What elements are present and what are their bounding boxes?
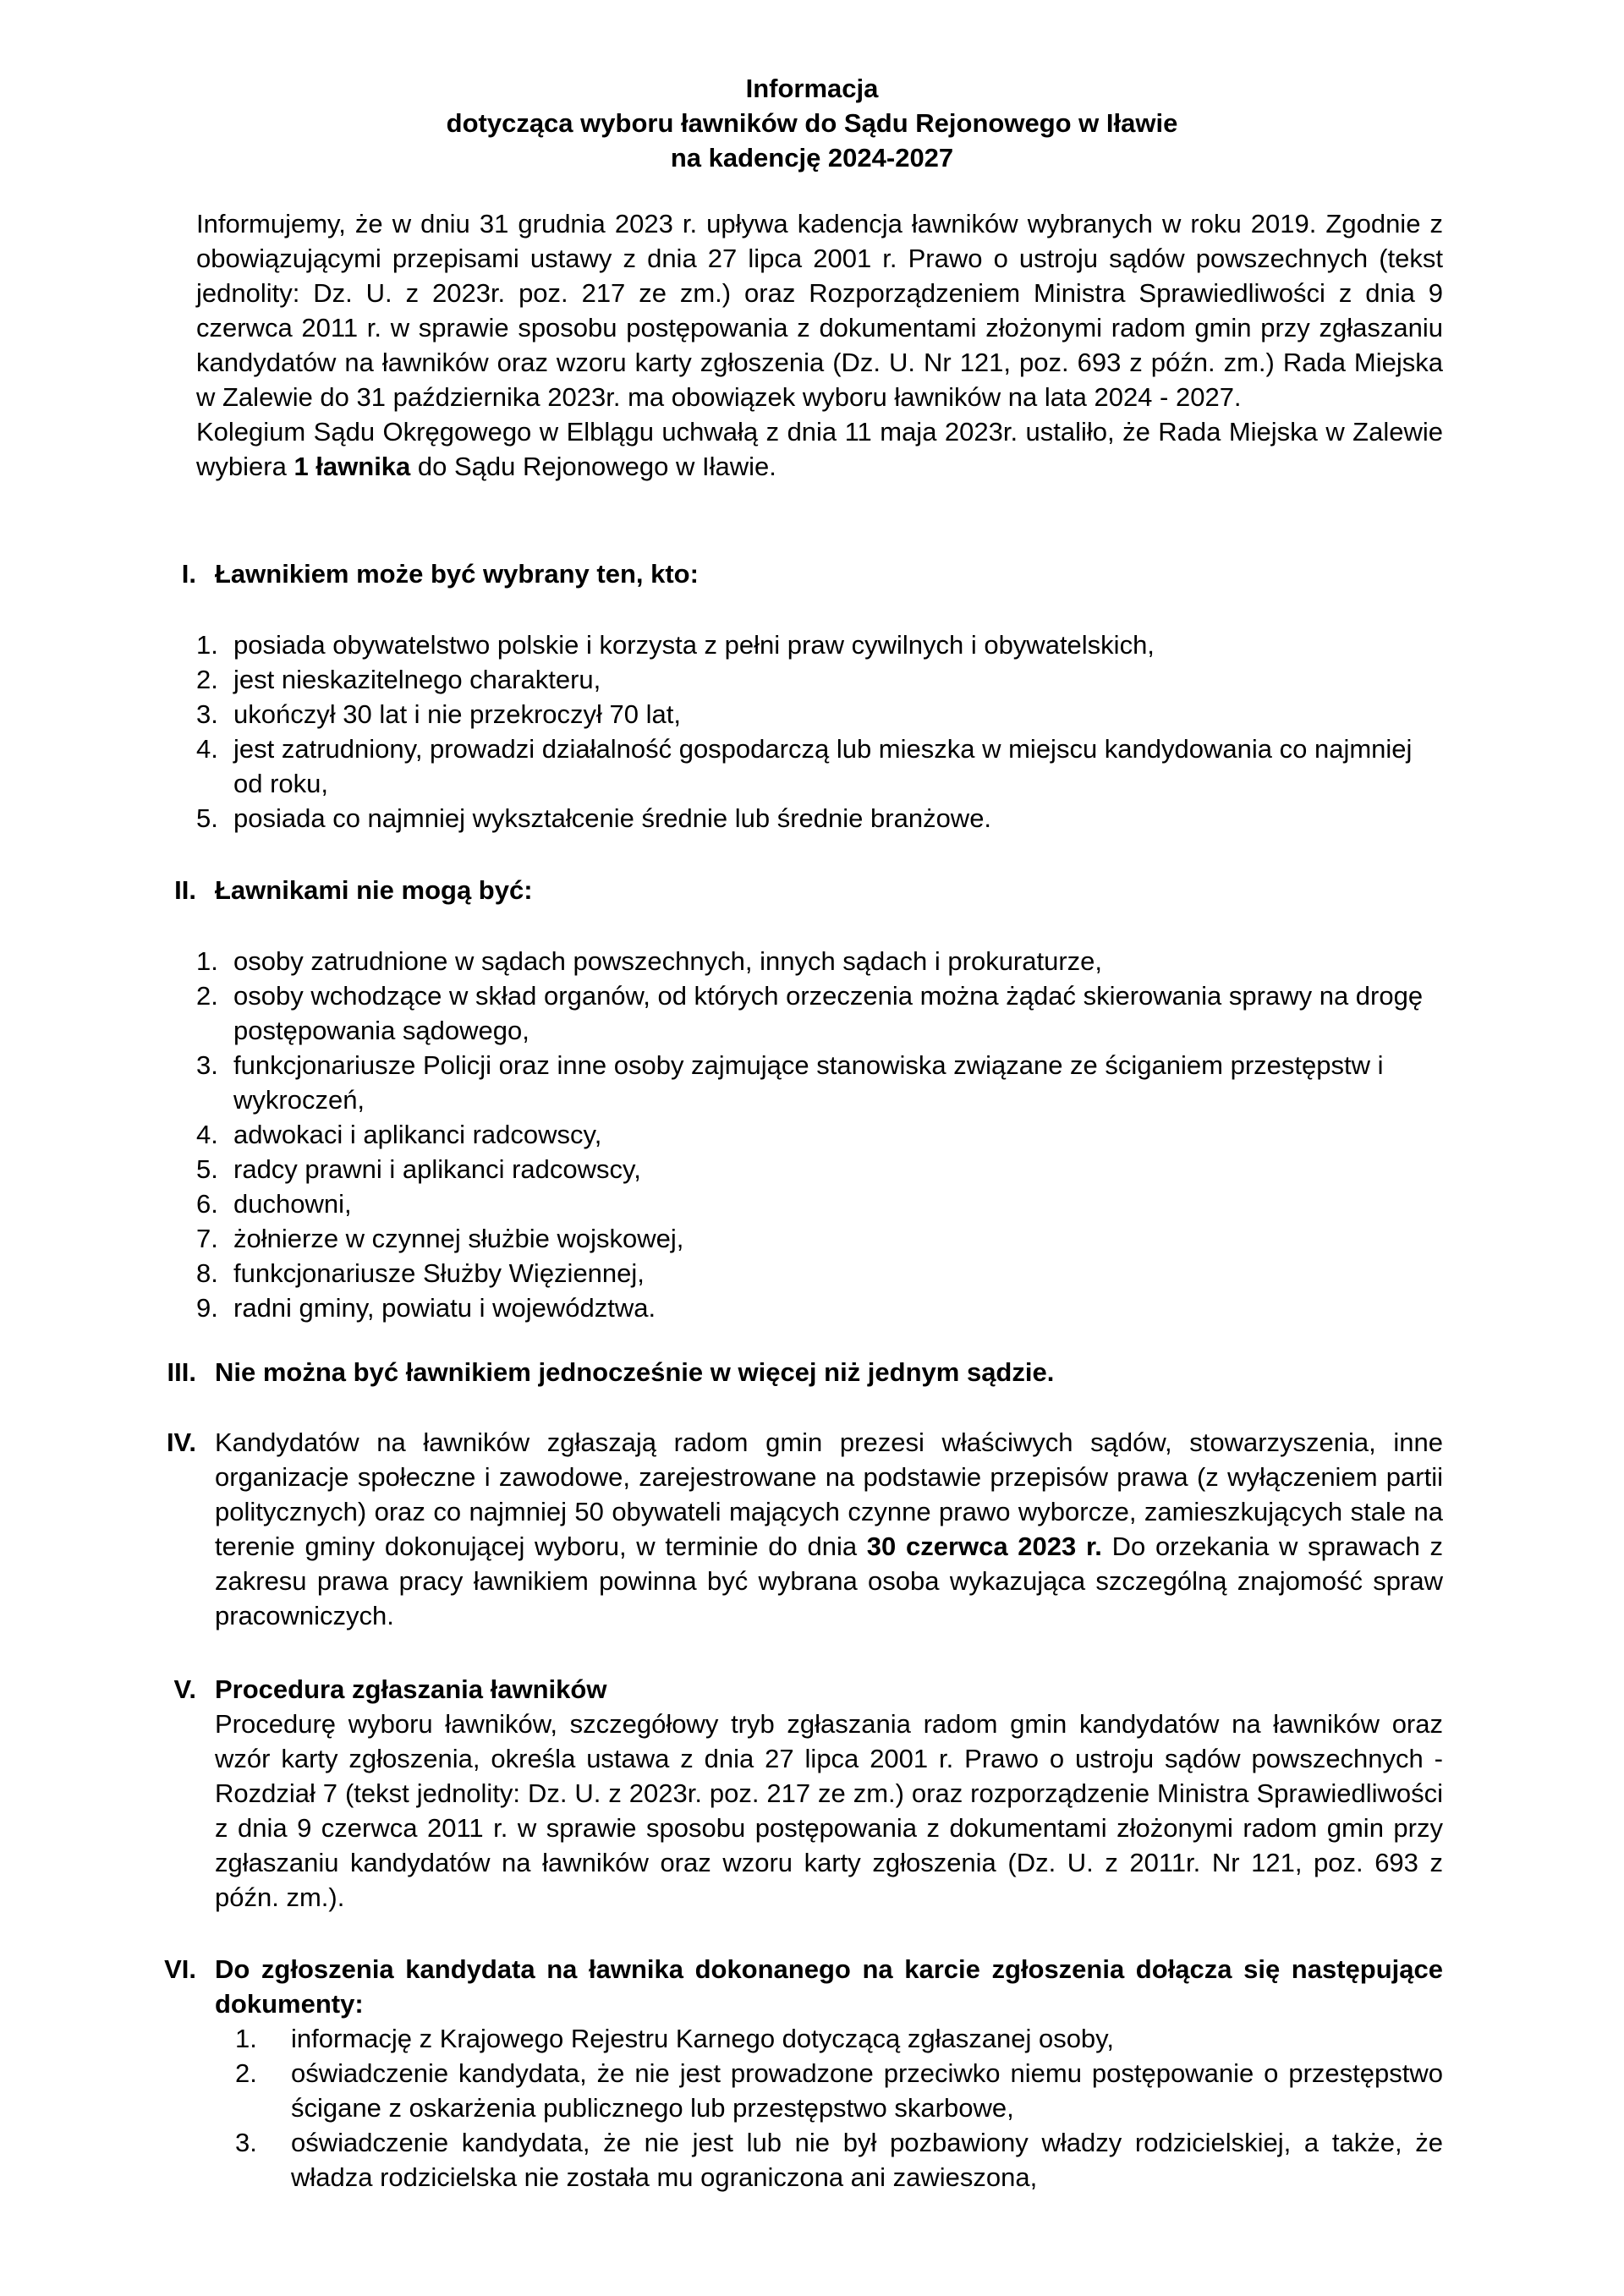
list-item-text: oświadczenie kandydata, że nie jest prowadzone przeciwko niemu postępowanie o przestępstwo ścigane z oskarżenia publicznego lub przestępstwo skarbowe, bbox=[291, 2058, 1443, 2123]
list-item-text: posiada obywatelstwo polskie i korzysta z pełni praw cywilnych i obywatelskich, bbox=[233, 630, 1155, 660]
list-item-number: 2. bbox=[196, 665, 218, 694]
section-2-list bbox=[196, 944, 1443, 1325]
list-item-number: 5. bbox=[196, 1154, 218, 1184]
intro-block bbox=[196, 206, 1443, 484]
list-item-number: 5. bbox=[196, 803, 218, 833]
list-item-text: ukończył 30 lat i nie przekroczył 70 lat, bbox=[233, 699, 681, 729]
list-item bbox=[196, 944, 1443, 978]
intro-p2-start: Kolegium Sądu Okręgowego w Elblągu uchwałą z dnia 11 maja 2023r. ustaliło, że Rada Miejska w Zalewie wybiera bbox=[196, 417, 1443, 481]
list-item-number: 3. bbox=[196, 699, 218, 729]
list-item bbox=[196, 697, 1443, 732]
list-item bbox=[196, 1290, 1443, 1325]
section-4-text-end: Do orzekania w sprawach z zakresu prawa pracy ławnikiem powinna być wybrana osoba wykazująca szczególną znajomość spraw pracowniczych. bbox=[215, 1532, 1443, 1630]
list-item bbox=[196, 978, 1443, 1048]
section-4-roman: IV. bbox=[166, 1427, 196, 1457]
section-5-text: Procedurę wyboru ławników, szczegółowy tryb zgłaszania radom gmin kandydatów na ławników oraz wzór karty zgłoszenia, określa ustawa z dnia 27 lipca 2001 r. Prawo o ustroju sądów powszechnych - Rozdział 7 (tekst jednolity: Dz. U. z 2023r. poz. 217 ze zm.) oraz rozporządzenie Ministra Sprawiedliwości z dnia 9 czerwca 2011 r. w sprawie sposobu postępowania z dokumentami złożonymi radom gmin przy zgłaszaniu kandydatów na ławników oraz wzoru karty zgłoszenia (Dz. U. z 2011r. Nr 121, poz. 693 z późn. zm.). bbox=[215, 1709, 1443, 1912]
section-4-deadline: 30 czerwca 2023 r. bbox=[866, 1532, 1102, 1561]
section-6-roman: VI. bbox=[164, 1954, 196, 1984]
section-1-roman: I. bbox=[181, 559, 196, 589]
list-item-text: osoby wchodzące w skład organów, od których orzeczenia można żądać skierowania sprawy na drogę postępowania sądowego, bbox=[233, 981, 1424, 1045]
title-line-3: na kadencję 2024-2027 bbox=[670, 143, 954, 173]
list-item bbox=[215, 2125, 1443, 2195]
list-item bbox=[196, 627, 1443, 662]
section-4-text-start: Kandydatów na ławników zgłaszają radom gmin prezesi właściwych sądów, stowarzyszenia, inne organizacje społeczne i zawodowe, zarejestrowane na podstawie przepisów prawa (z wyłączeniem partii politycznych) oraz co najmniej 50 obywateli mających czynne prawo wyborcze, zamieszkujących stale na terenie gminy dokonującej wyboru, w terminie do dnia bbox=[215, 1427, 1443, 1561]
section-1-list bbox=[196, 627, 1443, 836]
list-item-text: duchowni, bbox=[233, 1189, 352, 1219]
intro-paragraph-2 bbox=[196, 414, 1443, 484]
section-5-roman: V. bbox=[173, 1674, 196, 1704]
list-item-number: 1. bbox=[196, 630, 218, 660]
section-2-roman: II. bbox=[174, 875, 196, 905]
document-title bbox=[0, 71, 1624, 175]
list-item-text: funkcjonariusze Służby Więziennej, bbox=[233, 1258, 645, 1288]
list-item bbox=[196, 1186, 1443, 1221]
list-item-number: 3. bbox=[235, 2128, 257, 2157]
section-6-title: Do zgłoszenia kandydata na ławnika dokonanego na karcie zgłoszenia dołącza się następujące dokumenty: bbox=[215, 1954, 1443, 2019]
list-item-text: funkcjonariusze Policji oraz inne osoby zajmujące stanowiska związane ze ściganiem przestępstw i wykroczeń, bbox=[233, 1050, 1384, 1115]
list-item-number: 6. bbox=[196, 1189, 218, 1219]
list-item-text: adwokaci i aplikanci radcowscy, bbox=[233, 1120, 602, 1149]
list-item bbox=[196, 1117, 1443, 1152]
section-5-body bbox=[215, 1672, 1443, 1915]
list-item bbox=[215, 2056, 1443, 2125]
section-1-title: Ławnikiem może być wybrany ten, kto: bbox=[215, 559, 699, 589]
list-item bbox=[196, 732, 1443, 801]
intro-paragraph-1: Informujemy, że w dniu 31 grudnia 2023 r. upływa kadencja ławników wybranych w roku 2019. Zgodnie z obowiązującymi przepisami ustawy z dnia 27 lipca 2001 r. Prawo o ustroju sądów powszechnych (tekst jednolity: Dz. U. z 2023r. poz. 217 ze zm.) oraz Rozporządzeniem Ministra Sprawiedliwości z dnia 9 czerwca 2011 r. w sprawie sposobu postępowania z dokumentami złożonymi radom gmin przy zgłaszaniu kandydatów na ławników oraz wzoru karty zgłoszenia (Dz. U. Nr 121, poz. 693 z późn. zm.) Rada Miejska w Zalewie do 31 października 2023r. ma obowiązek wyboru ławników na lata 2024 - 2027. bbox=[196, 209, 1443, 412]
section-2-title: Ławnikami nie mogą być: bbox=[215, 875, 533, 905]
list-item bbox=[196, 1048, 1443, 1117]
list-item-number: 3. bbox=[196, 1050, 218, 1080]
list-item-text: osoby zatrudnione w sądach powszechnych, innych sądach i prokuraturze, bbox=[233, 946, 1103, 976]
section-3-title: Nie można być ławnikiem jednocześnie w więcej niż jednym sądzie. bbox=[215, 1357, 1055, 1387]
section-4-text bbox=[215, 1425, 1443, 1633]
list-item-text: jest nieskazitelnego charakteru, bbox=[233, 665, 601, 694]
title-line-1: Informacja bbox=[745, 74, 879, 103]
section-3-roman: III. bbox=[167, 1357, 196, 1387]
list-item-text: posiada co najmniej wykształcenie średnie lub średnie branżowe. bbox=[233, 803, 992, 833]
list-item-number: 2. bbox=[235, 2058, 257, 2088]
list-item bbox=[196, 1152, 1443, 1186]
list-item-number: 1. bbox=[235, 2024, 257, 2053]
list-item-text: oświadczenie kandydata, że nie jest lub nie był pozbawiony władzy rodzicielskiej, a także, że władza rodzicielska nie została mu ograniczona ani zawieszona, bbox=[291, 2128, 1443, 2192]
section-5-title: Procedura zgłaszania ławników bbox=[215, 1674, 607, 1704]
list-item bbox=[196, 1256, 1443, 1290]
list-item-text: żołnierze w czynnej służbie wojskowej, bbox=[233, 1224, 684, 1253]
list-item-number: 9. bbox=[196, 1293, 218, 1323]
intro-p2-end: do Sądu Rejonowego w Iławie. bbox=[410, 452, 776, 481]
list-item-number: 8. bbox=[196, 1258, 218, 1288]
list-item-text: radcy prawni i aplikanci radcowscy, bbox=[233, 1154, 641, 1184]
list-item-text: jest zatrudniony, prowadzi działalność gospodarczą lub mieszka w miejscu kandydowania co najmniej od roku, bbox=[233, 734, 1413, 798]
list-item bbox=[196, 662, 1443, 697]
list-item-number: 2. bbox=[196, 981, 218, 1011]
list-item bbox=[196, 1221, 1443, 1256]
list-item-number: 7. bbox=[196, 1224, 218, 1253]
title-line-2: dotycząca wyboru ławników do Sądu Rejonowego w Iławie bbox=[446, 108, 1178, 138]
list-item-number: 4. bbox=[196, 1120, 218, 1149]
list-item-number: 1. bbox=[196, 946, 218, 976]
list-item-number: 4. bbox=[196, 734, 218, 764]
list-item-text: informację z Krajowego Rejestru Karnego dotyczącą zgłaszanej osoby, bbox=[291, 2024, 1114, 2053]
intro-p2-bold: 1 ławnika bbox=[294, 452, 411, 481]
list-item bbox=[215, 2021, 1443, 2056]
list-item bbox=[196, 801, 1443, 836]
section-6-list bbox=[215, 2021, 1443, 2195]
list-item-text: radni gminy, powiatu i województwa. bbox=[233, 1293, 656, 1323]
